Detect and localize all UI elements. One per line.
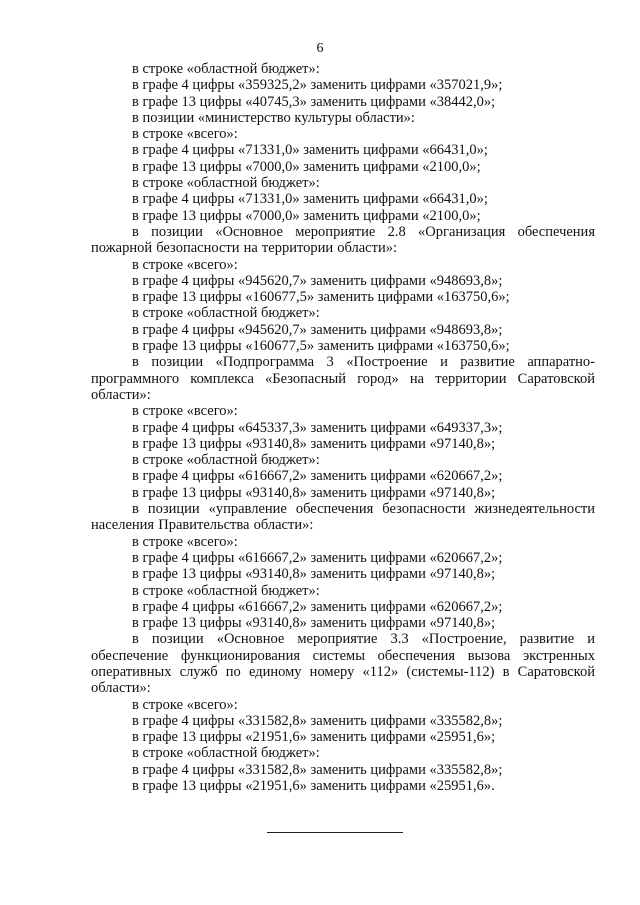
text-line: в строке «всего»: — [132, 256, 238, 273]
text-line: в строке «областной бюджет»: — [132, 745, 320, 762]
text-line: в графе 13 цифры «40745,3» заменить цифрами «38442,0»; — [132, 93, 496, 110]
text-line: в графе 4 цифры «945620,7» заменить цифрами «948693,8»; — [132, 272, 503, 289]
text-line: в графе 13 цифры «93140,8» заменить цифрами «97140,8»; — [132, 435, 496, 452]
text-line: в графе 4 цифры «616667,2» заменить цифрами «620667,2»; — [132, 468, 503, 485]
paragraph: в позиции «Основное мероприятие 3.3 «Построение, развитие и обеспечение функционирования системы обеспечения вызова экстренных оперативных служб по единому номеру «112» (системы-112) в Саратовской области»: — [91, 631, 595, 697]
text-line: в строке «областной бюджет»: — [132, 305, 320, 322]
text-line: в строке «областной бюджет»: — [132, 61, 320, 77]
text-line: в графе 13 цифры «7000,0» заменить цифрами «2100,0»; — [132, 207, 481, 224]
text-line: в графе 4 цифры «71331,0» заменить цифрами «66431,0»; — [132, 142, 488, 159]
text-line: в графе 13 цифры «160677,5» заменить цифрами «163750,6»; — [132, 289, 510, 306]
end-of-text-rule — [267, 832, 403, 833]
text-line: в графе 4 цифры «359325,2» заменить цифрами «357021,9»; — [132, 77, 503, 94]
text-line: в строке «всего»: — [132, 696, 238, 713]
text-line: в графе 4 цифры «331582,8» заменить цифрами «335582,8»; — [132, 712, 503, 729]
paragraph: в позиции «Основное мероприятие 2.8 «Организация обеспечения пожарной безопасности на территории области»: — [91, 223, 595, 257]
text-line: в графе 13 цифры «93140,8» заменить цифрами «97140,8»; — [132, 566, 496, 583]
text-line: в строке «всего»: — [132, 126, 238, 143]
text-line: в графе 13 цифры «7000,0» заменить цифрами «2100,0»; — [132, 158, 481, 175]
text-line: в графе 13 цифры «93140,8» заменить цифрами «97140,8»; — [132, 615, 496, 632]
text-line: в графе 4 цифры «616667,2» заменить цифрами «620667,2»; — [132, 549, 503, 566]
text-line: в графе 13 цифры «21951,6» заменить цифрами «25951,6». — [132, 778, 495, 795]
text-line: в позиции «министерство культуры области»: — [132, 109, 415, 126]
text-line: в строке «всего»: — [132, 533, 238, 550]
text-line: в строке «областной бюджет»: — [132, 452, 320, 469]
document-body — [91, 61, 595, 794]
text-line: в строке «всего»: — [132, 403, 238, 420]
text-line: в строке «областной бюджет»: — [132, 582, 320, 599]
paragraph: в позиции «Подпрограмма 3 «Построение и развитие аппаратно-программного комплекса «Безопасный город» на территории Саратовской области»: — [91, 354, 595, 403]
text-line: в графе 13 цифры «160677,5» заменить цифрами «163750,6»; — [132, 338, 510, 355]
text-line: в строке «областной бюджет»: — [132, 175, 320, 192]
text-line: в графе 4 цифры «331582,8» заменить цифрами «335582,8»; — [132, 761, 503, 778]
text-line: в графе 4 цифры «945620,7» заменить цифрами «948693,8»; — [132, 321, 503, 338]
text-line: в графе 4 цифры «645337,3» заменить цифрами «649337,3»; — [132, 419, 503, 436]
text-line: в графе 4 цифры «616667,2» заменить цифрами «620667,2»; — [132, 598, 503, 615]
text-line: в графе 13 цифры «93140,8» заменить цифрами «97140,8»; — [132, 484, 496, 501]
paragraph: в позиции «управление обеспечения безопасности жизнедеятельности населения Правительства области»: — [91, 501, 595, 534]
text-line: в графе 13 цифры «21951,6» заменить цифрами «25951,6»; — [132, 729, 496, 746]
page-number: 6 — [316, 41, 324, 56]
text-line: в графе 4 цифры «71331,0» заменить цифрами «66431,0»; — [132, 191, 488, 208]
